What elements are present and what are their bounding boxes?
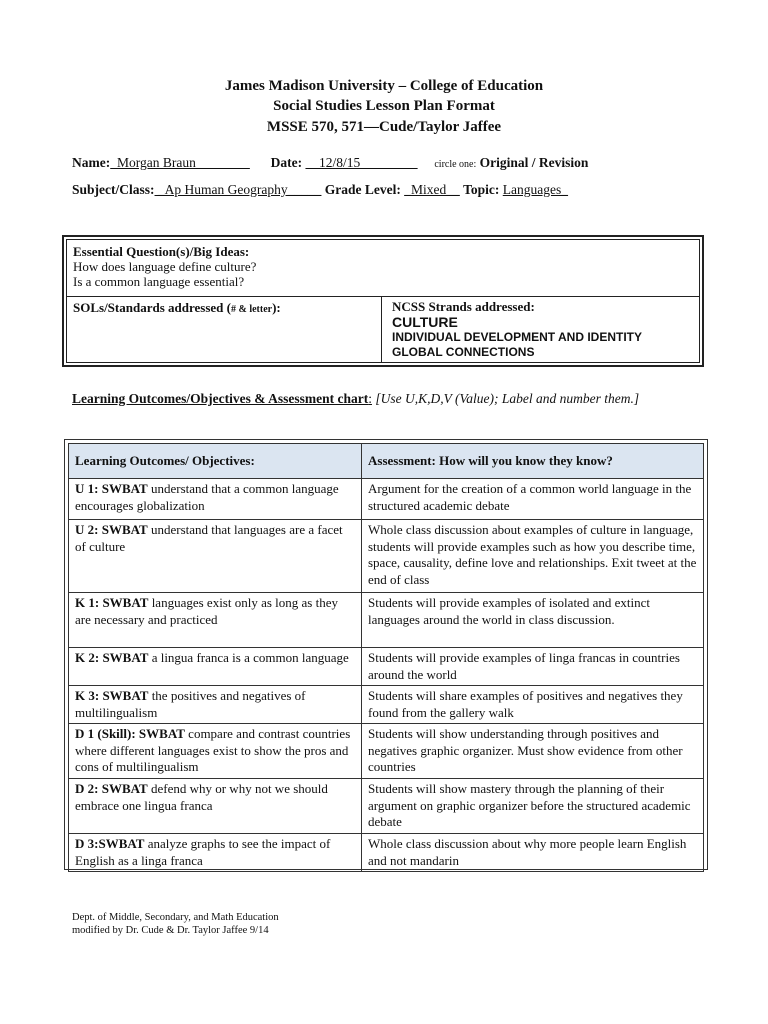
essential-questions-cell — [67, 240, 699, 297]
ncss-cell — [382, 297, 699, 362]
objective-cell — [69, 686, 362, 724]
essential-question-1: How does language define culture? — [73, 259, 257, 274]
strand-global: GLOBAL CONNECTIONS — [392, 345, 535, 359]
objective-cell — [69, 593, 362, 648]
subject-grade-row — [72, 182, 568, 198]
essential-question-2: Is a common language essential? — [73, 274, 245, 289]
outcomes-chart-colon: : — [368, 391, 372, 406]
topic-value: Languages_ — [502, 182, 568, 197]
assessment-cell: Students will show understanding through positives and negatives graphic organizer. Must show evidence from other countries — [362, 724, 704, 779]
outcomes-chart-title — [72, 390, 682, 407]
course-title: MSSE 570, 571—Cude/Taylor Jaffee — [266, 119, 502, 135]
sols-label: SOLs/Standards addressed ( — [73, 300, 231, 315]
table-header-row — [69, 444, 704, 479]
strand-individual: INDIVIDUAL DEVELOPMENT AND IDENTITY — [392, 330, 643, 344]
footer-dept: Dept. of Middle, Secondary, and Math Education — [72, 912, 279, 923]
objective-text: languages exist only as long as they are necessary and practiced — [75, 595, 338, 627]
outcomes-table — [68, 443, 704, 872]
document-title: James Madison University – College of Education — [224, 78, 544, 94]
table-row — [69, 779, 704, 834]
date-label: Date: — [270, 155, 303, 170]
objective-code: D 2: SWBAT — [75, 781, 148, 796]
assessment-cell: Students will provide examples of linga francas in countries around the world — [362, 648, 704, 686]
assessment-cell: Students will share examples of positives and negatives they found from the gallery walk — [362, 686, 704, 724]
document-subtitle: Social Studies Lesson Plan Format — [273, 98, 495, 114]
objective-cell — [69, 648, 362, 686]
sols-cell — [67, 297, 382, 362]
outcomes-chart-label: Learning Outcomes/Objectives & Assessment chart — [72, 391, 369, 406]
essential-questions-box — [66, 239, 700, 363]
objective-text: a lingua franca is a common language — [148, 650, 349, 665]
table-row — [69, 834, 704, 872]
name-value: Morgan Braun — [110, 155, 250, 170]
objective-text: analyze graphs to see the impact of English as a linga franca — [75, 836, 331, 868]
table-row — [69, 686, 704, 724]
assessment-cell: Students will provide examples of isolated and extinct languages around the world in class discussion. — [362, 593, 704, 648]
topic-label: Topic: — [463, 182, 500, 197]
footer-modified: modified by Dr. Cude & Dr. Taylor Jaffee 9/14 — [72, 925, 269, 936]
date-value: 12/8/15 — [305, 155, 418, 170]
objective-cell — [69, 479, 362, 520]
objective-code: D 1 (Skill): SWBAT — [75, 726, 185, 741]
assessment-cell: Whole class discussion about examples of culture in language, students will provide examples such as how you describe time, space, causality, define love and relationships. Exit tweet at the end of class — [362, 520, 704, 593]
name-date-row — [72, 155, 588, 171]
objective-code: K 2: SWBAT — [75, 650, 149, 665]
assessment-cell: Whole class discussion about why more people learn English and not mandarin — [362, 834, 704, 872]
objective-code: U 1: SWBAT — [75, 481, 148, 496]
objective-cell — [69, 520, 362, 593]
objective-code: D 3:SWBAT — [75, 836, 145, 851]
essential-questions-label: Essential Question(s)/Big Ideas: — [73, 244, 250, 259]
table-row — [69, 648, 704, 686]
circle-one-label: circle one: — [434, 159, 477, 170]
outcomes-chart-note: [Use U,K,D,V (Value); Label and number them.] — [371, 391, 640, 406]
objectives-header: Learning Outcomes/ Objectives: — [69, 444, 362, 479]
objective-cell — [69, 834, 362, 872]
table-row — [69, 724, 704, 779]
table-row — [69, 479, 704, 520]
grade-label: Grade Level: — [324, 182, 401, 197]
objective-code: U 2: SWBAT — [75, 522, 148, 537]
assessment-cell: Students will show mastery through the planning of their argument on graphic organizer before the structured academic debate — [362, 779, 704, 834]
objective-cell — [69, 779, 362, 834]
objective-text: understand that a common language encourages globalization — [75, 481, 339, 513]
subject-label: Subject/Class: — [72, 182, 155, 197]
original-revision-label: Original / Revision — [479, 155, 589, 170]
ncss-label: NCSS Strands addressed: — [392, 299, 535, 314]
subject-value: _Ap Human Geography_____ — [154, 182, 322, 197]
objective-text: understand that languages are a facet of culture — [75, 522, 343, 554]
objective-text: the positives and negatives of multilingualism — [75, 688, 306, 720]
name-label: Name: — [72, 155, 111, 170]
objective-text: defend why or why not we should embrace one lingua franca — [75, 781, 328, 813]
sols-label-small: # & letter — [230, 304, 273, 315]
table-row — [69, 520, 704, 593]
objective-code: K 1: SWBAT — [75, 595, 149, 610]
page-footer — [72, 911, 279, 937]
assessment-cell: Argument for the creation of a common world language in the structured academic debate — [362, 479, 704, 520]
objective-code: K 3: SWBAT — [75, 688, 149, 703]
grade-value: _Mixed__ — [404, 182, 460, 197]
objective-text: compare and contrast countries where different languages exist to show the pros and cons of multilingualism — [75, 726, 351, 774]
assessment-header: Assessment: How will you know they know? — [362, 444, 704, 479]
strand-culture: CULTURE — [392, 314, 458, 330]
table-row — [69, 593, 704, 648]
sols-label-end: ): — [272, 300, 281, 315]
objective-cell — [69, 724, 362, 779]
